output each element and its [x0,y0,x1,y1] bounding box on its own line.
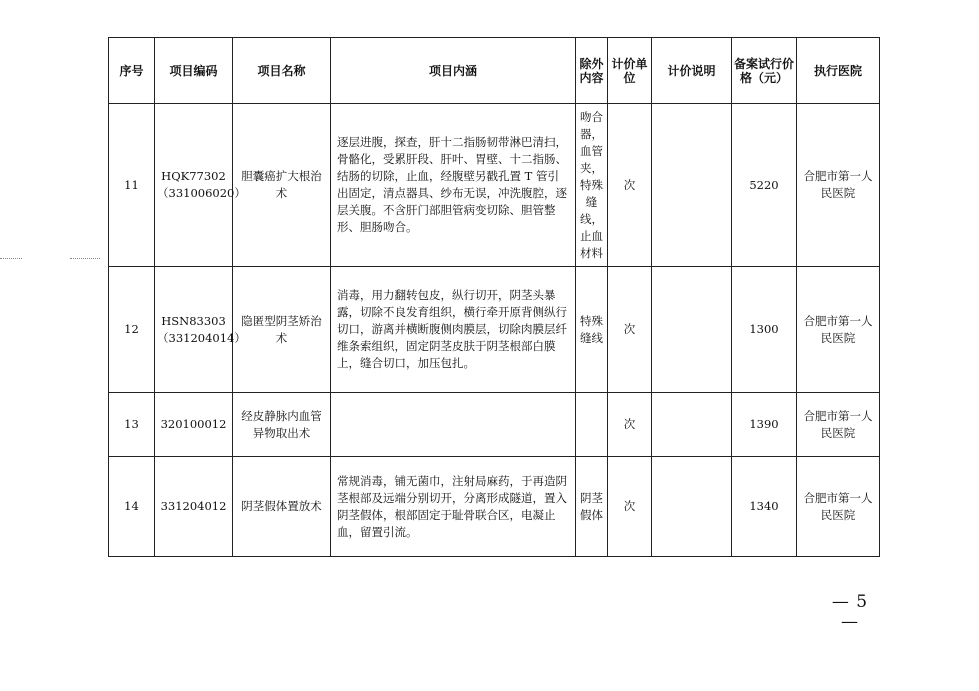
cell-name: 隐匿型阴茎矫治术 [233,267,331,393]
table-row [109,457,880,557]
header-content: 项目内涵 [331,38,576,104]
cell-code: 320100012 [155,393,233,457]
header-row [109,38,880,104]
header-price: 备案试行价格（元） [732,38,797,104]
cell-unit: 次 [608,104,652,267]
cell-price: 1390 [732,393,797,457]
cell-hospital: 合肥市第一人民医院 [797,457,880,557]
margin-mark-right [70,258,100,260]
cell-excluded: 阴茎假体 [576,457,608,557]
header-code: 项目编码 [155,38,233,104]
cell-price: 5220 [732,104,797,267]
cell-hospital: 合肥市第一人民医院 [797,393,880,457]
cell-excluded: 吻合器，血管夹，特殊缝线，止血材料 [576,104,608,267]
cell-no: 12 [109,267,155,393]
cell-content: 逐层进腹，探查，肝十二指肠韧带淋巴清扫，骨骼化，受累肝段、肝叶、胃壁、十二指肠、结肠的切除，止血，经腹壁另戳孔置 T 管引出固定，清点器具、纱布无误，冲洗腹腔，逐层关腹。不含肝门部胆管病变切除、胆管整形、胆肠吻合。 [331,104,576,267]
margin-mark-left [0,258,22,260]
pricing-table [108,37,880,557]
cell-note [652,267,732,393]
header-name: 项目名称 [233,38,331,104]
header-excluded: 除外内容 [576,38,608,104]
cell-hospital: 合肥市第一人民医院 [797,104,880,267]
cell-no: 11 [109,104,155,267]
cell-excluded [576,393,608,457]
cell-note [652,393,732,457]
cell-price: 1300 [732,267,797,393]
cell-name: 阴茎假体置放术 [233,457,331,557]
page-number: — 5 — [831,592,869,632]
cell-unit: 次 [608,267,652,393]
cell-unit: 次 [608,393,652,457]
header-hospital: 执行医院 [797,38,880,104]
cell-content [331,393,576,457]
cell-content: 消毒，用力翻转包皮，纵行切开，阴茎头暴露，切除不良发育组织，横行牵开原背侧纵行切口，游离并横断腹侧肉膜层，切除肉膜层纤维条索组织，固定阴茎皮肤于阴茎根部白膜上，缝合切口，加压包扎。 [331,267,576,393]
header-unit: 计价单位 [608,38,652,104]
cell-no: 14 [109,457,155,557]
cell-no: 13 [109,393,155,457]
cell-code: 331204012 [155,457,233,557]
table-row [109,104,880,267]
cell-code: HQK77302（331006020） [155,104,233,267]
cell-code: HSN83303（331204014） [155,267,233,393]
header-note: 计价说明 [652,38,732,104]
cell-hospital: 合肥市第一人民医院 [797,267,880,393]
cell-note [652,104,732,267]
cell-unit: 次 [608,457,652,557]
cell-content: 常规消毒，铺无菌巾，注射局麻药，于再造阴茎根部及远端分别切开，分离形成隧道，置入阴茎假体，根部固定于耻骨联合区，电凝止血，留置引流。 [331,457,576,557]
cell-name: 经皮静脉内血管异物取出术 [233,393,331,457]
table-row [109,267,880,393]
header-no: 序号 [109,38,155,104]
table-row [109,393,880,457]
cell-note [652,457,732,557]
cell-price: 1340 [732,457,797,557]
cell-excluded: 特殊缝线 [576,267,608,393]
cell-name: 胆囊癌扩大根治术 [233,104,331,267]
